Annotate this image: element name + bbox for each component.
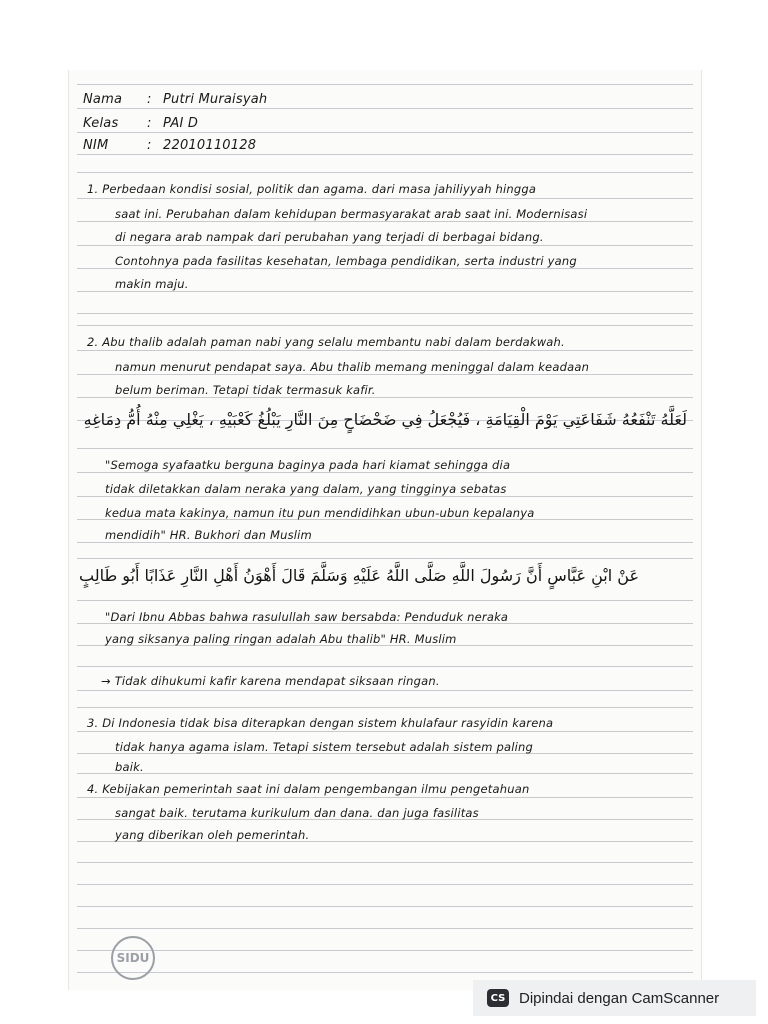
nim-value: 22010110128 [163,138,257,153]
hadith-arabic-1: لَعَلَّهُ تَنْفَعُهُ شَفَاعَتِي يَوْمَ الْقِيَامَةِ ، فَيُجْعَلُ فِي ضَحْضَاحٍ مِنَ النَّارِ يَبْلُغُ كَعْبَيْهِ ، يَغْلِي مِنْهُ أُمُّ دِمَاغِهِ [83,410,687,429]
answer-3-line: baik. [115,760,144,774]
nim-separator: : [147,138,152,153]
translation-1-line: tidak diletakkan dalam neraka yang dalam, yang tingginya sebatas [105,482,507,496]
ruled-line [77,666,693,667]
camscanner-icon: CS [487,989,509,1007]
ruled-line [77,773,693,774]
translation-2-line: yang siksanya paling ringan adalah Abu thalib" HR. Muslim [105,632,457,646]
ruled-line [77,350,693,351]
ruled-line [77,472,693,473]
ruled-line [77,154,693,155]
ruled-line [77,325,693,326]
ruled-line [77,862,693,863]
ruled-line [77,496,693,497]
ruled-line [77,707,693,708]
ruled-line [77,928,693,929]
ruled-line [77,132,693,133]
answer-1-line: di negara arab nampak dari perubahan yang terjadi di berbagai bidang. [115,230,544,244]
translation-1-line: mendidih" HR. Bukhori dan Muslim [105,528,312,542]
sidu-logo-text: SIDU [116,951,150,965]
ruled-line [77,558,693,559]
answer-4-line: 4. Kebijakan pemerintah saat ini dalam pengembangan ilmu pengetahuan [87,782,530,796]
ruled-line [77,84,693,85]
kelas-label: Kelas [83,116,119,131]
ruled-line [77,600,693,601]
ruled-line [77,950,693,951]
ruled-line [77,313,693,314]
nama-label: Nama [83,92,123,107]
answer-2-line: namun menurut pendapat saya. Abu thalib memang meninggal dalam keadaan [115,360,590,374]
ruled-line [77,690,693,691]
ruled-line [77,797,693,798]
answer-4-line: yang diberikan oleh pemerintah. [115,828,310,842]
answer-3-line: tidak hanya agama islam. Tetapi sistem tersebut adalah sistem paling [115,740,534,754]
camscanner-label: Dipindai dengan CamScanner [519,989,720,1007]
kelas-separator: : [147,116,152,131]
ruled-line [77,374,693,375]
notebook-page [68,70,702,990]
answer-1-line: saat ini. Perubahan dalam kehidupan bermasyarakat arab saat ini. Modernisasi [115,207,588,221]
answer-2-line: belum beriman. Tetapi tidak termasuk kafir. [115,383,376,397]
ruled-line [77,542,693,543]
translation-1-line: kedua mata kakinya, namun itu pun mendidihkan ubun-ubun kepalanya [105,506,535,520]
ruled-line [77,884,693,885]
answer-4-line: sangat baik. terutama kurikulum dan dana. dan juga fasilitas [115,806,479,820]
ruled-line [77,906,693,907]
ruled-line [77,268,693,269]
answer-3-line: 3. Di Indonesia tidak bisa diterapkan dengan sistem khulafaur rasyidin karena [87,716,554,730]
ruled-line [77,972,693,973]
ruled-line [77,172,693,173]
ruled-line [77,448,693,449]
nama-value: Putri Muraisyah [163,92,268,107]
camscanner-watermark [473,980,756,1016]
translation-2-line: "Dari Ibnu Abbas bahwa rasulullah saw bersabda: Penduduk neraka [105,610,509,624]
ruled-line [77,245,693,246]
answer-1-line: makin maju. [115,277,189,291]
answer-1-line: 1. Perbedaan kondisi sosial, politik dan agama. dari masa jahiliyyah hingga [87,182,537,196]
conclusion-note: → Tidak dihukumi kafir karena mendapat siksaan ringan. [101,674,440,688]
translation-1-line: "Semoga syafaatku berguna baginya pada hari kiamat sehingga dia [105,458,511,472]
answer-2-line: 2. Abu thalib adalah paman nabi yang selalu membantu nabi dalam berdakwah. [87,335,565,349]
ruled-line [77,731,693,732]
sidu-logo [111,936,155,980]
ruled-line [77,291,693,292]
hadith-arabic-2: عَنْ ابْنِ عَبَّاسٍ أَنَّ رَسُولَ اللَّهِ صَلَّى اللَّهُ عَلَيْهِ وَسَلَّمَ قَالَ أَهْوَنُ أَهْلِ النَّارِ عَذَابًا أَبُو طَالِبٍ [79,566,639,585]
ruled-line [77,198,693,199]
kelas-value: PAI D [163,116,199,131]
ruled-line [77,221,693,222]
ruled-line [77,397,693,398]
ruled-line [77,108,693,109]
nim-label: NIM [83,138,109,153]
nama-separator: : [147,92,152,107]
answer-1-line: Contohnya pada fasilitas kesehatan, lembaga pendidikan, serta industri yang [115,254,577,268]
